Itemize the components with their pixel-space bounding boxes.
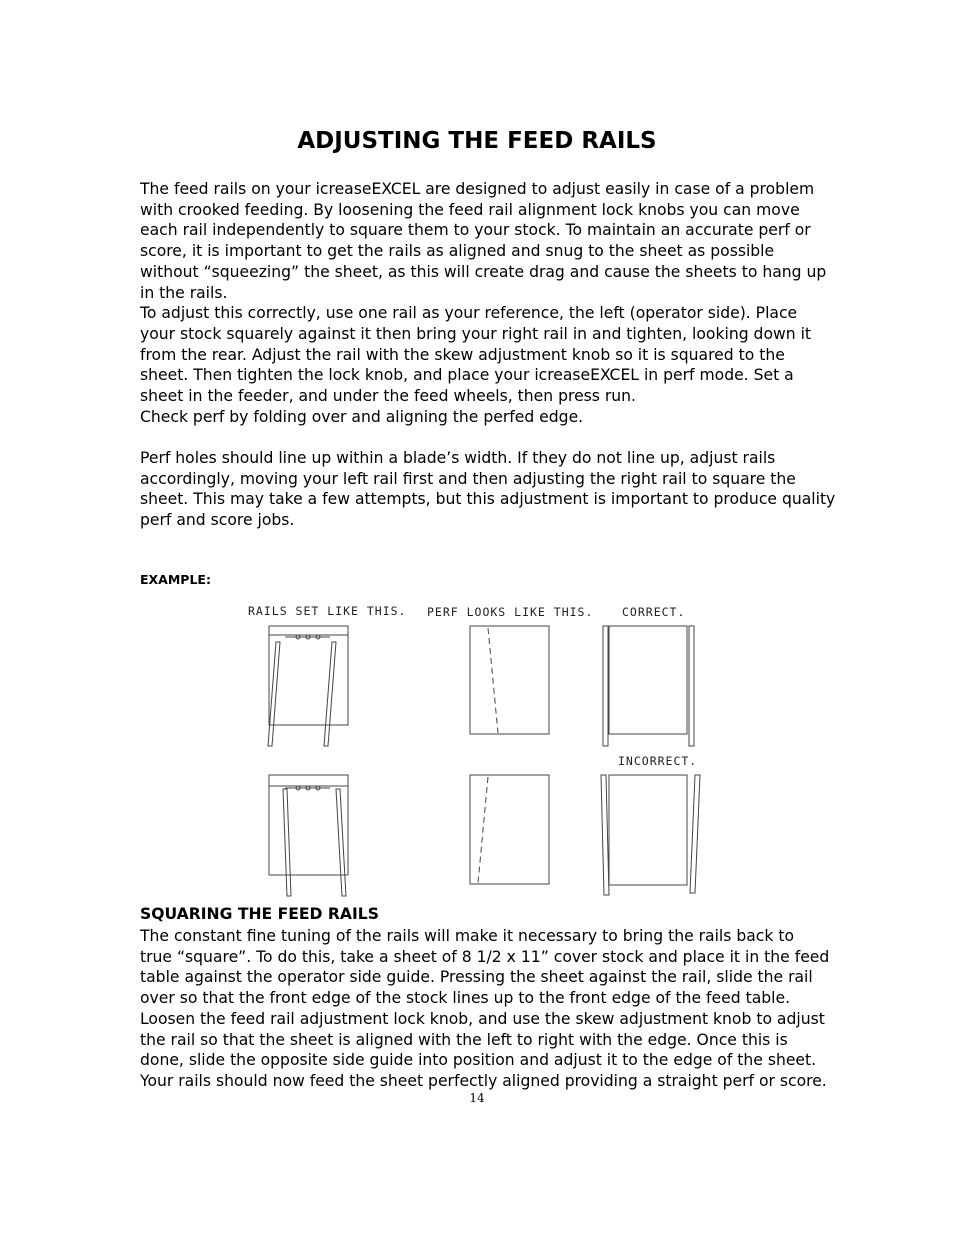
text-line: perf and score jobs. [140, 511, 295, 530]
text-line: The constant fine tuning of the rails will make it necessary to bring the rails back to [140, 927, 795, 945]
intro-paragraph [140, 179, 827, 427]
text-line: Check perf by folding over and aligning the perfed edge. [140, 407, 584, 426]
text-line: sheet. This may take a few attempts, but this adjustment is important to produce quality [140, 490, 836, 509]
text-line: sheet. Then tighten the lock knob, and place your icreaseEXCEL in perf mode. Set a [140, 366, 794, 385]
text-line: The feed rails on your icreaseEXCEL are designed to adjust easily in case of a problem [140, 180, 815, 198]
text-line: accordingly, moving your left rail first and then adjusting the right rail to square the [140, 469, 796, 488]
text-line: over so that the front edge of the stock lines up to the front edge of the feed table. [140, 989, 791, 1008]
text-line: Perf holes should line up within a blade’s width. If they do not line up, adjust rails [140, 449, 776, 467]
text-line: table against the operator side guide. Pressing the sheet against the rail, slide the rail [140, 968, 813, 987]
rail-alignment-diagram [240, 600, 710, 900]
rails-skewed-top [268, 626, 348, 746]
text-line: sheet in the feeder, and under the feed wheels, then press run. [140, 387, 637, 406]
text-line: from the rear. Adjust the rail with the skew adjustment knob so it is squared to the [140, 345, 785, 364]
squaring-paragraph [140, 926, 830, 1092]
perf-skewed-top [470, 626, 549, 734]
text-line: the rail so that the sheet is aligned with the left to right with the edge. Once this is [140, 1030, 788, 1049]
diagram-drawing [240, 600, 710, 900]
correct-rails [603, 626, 694, 746]
squaring-heading: SQUARING THE FEED RAILS [140, 905, 379, 923]
page-number: 14 [469, 1091, 485, 1105]
caption-incorrect: INCORRECT. [618, 754, 698, 768]
text-line: done, slide the opposite side guide into position and adjust it to the edge of the sheet. [140, 1051, 817, 1070]
text-line: your stock squarely against it then bring your right rail in and tighten, looking down it [140, 324, 812, 343]
example-label: EXAMPLE: [140, 572, 211, 587]
perf-paragraph [140, 448, 836, 531]
text-line: Loosen the feed rail adjustment lock knob, and use the skew adjustment knob to adjust [140, 1009, 825, 1028]
perf-skewed-bottom [470, 775, 549, 884]
rails-skewed-bottom [269, 775, 348, 896]
incorrect-rails [601, 775, 700, 895]
text-line: Your rails should now feed the sheet perfectly aligned providing a straight perf or score. [140, 1071, 827, 1090]
text-line: in the rails. [140, 283, 228, 302]
text-line: score, it is important to get the rails as aligned and snug to the sheet as possible [140, 242, 775, 261]
text-line: true “square”. To do this, take a sheet of 8 1/2 x 11” cover stock and place it in the feed [140, 947, 830, 966]
caption-rails: RAILS SET LIKE THIS. [248, 604, 407, 618]
text-line: each rail independently to square them to your stock. To maintain an accurate perf or [140, 221, 811, 240]
page-title: ADJUSTING THE FEED RAILS [297, 128, 657, 154]
text-line: with crooked feeding. By loosening the feed rail alignment lock knobs you can move [140, 200, 800, 219]
text-line: without “squeezing” the sheet, as this will create drag and cause the sheets to hang up [140, 262, 827, 281]
text-line: To adjust this correctly, use one rail as your reference, the left (operator side). Place [140, 304, 798, 323]
caption-correct: CORRECT. [622, 605, 686, 619]
caption-perf: PERF LOOKS LIKE THIS. [427, 605, 594, 619]
